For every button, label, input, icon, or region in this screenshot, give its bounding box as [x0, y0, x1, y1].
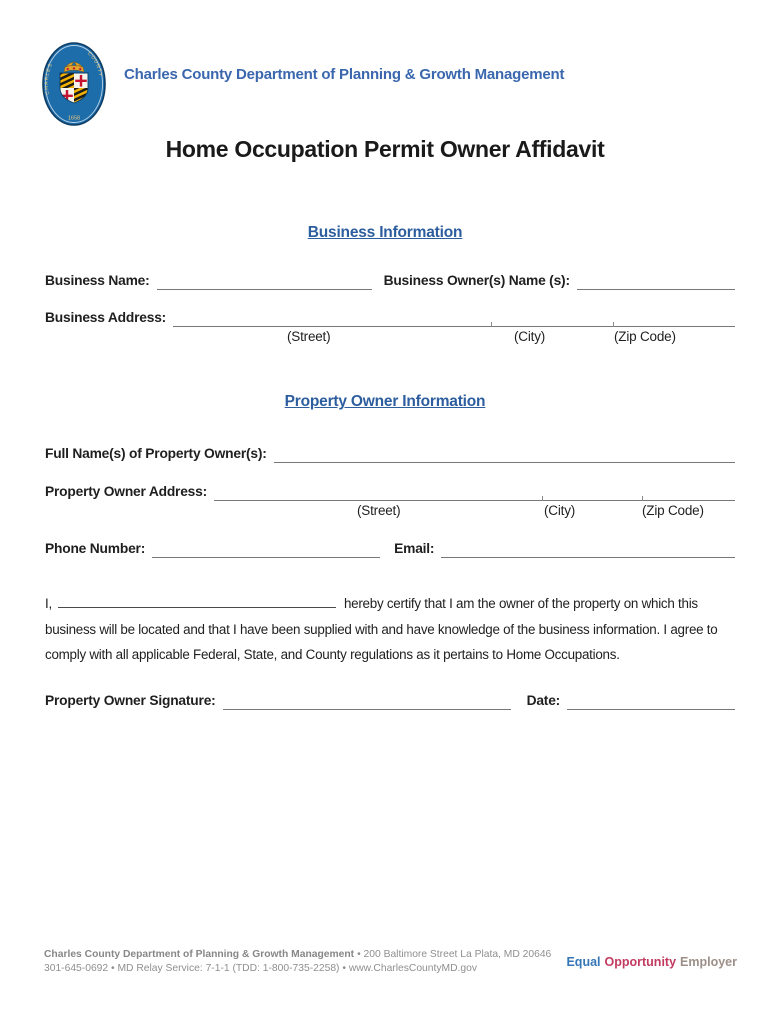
field-divider-tick — [542, 496, 543, 501]
page-title: Home Occupation Permit Owner Affidavit — [165, 136, 605, 162]
business-owner-field[interactable] — [577, 272, 735, 290]
property-owner-signature-field[interactable] — [223, 692, 511, 710]
property-owner-information-heading: Property Owner Information — [284, 393, 486, 410]
field-divider-tick — [613, 322, 614, 327]
field-divider-tick — [491, 322, 492, 327]
property-owner-address-label: Property Owner Address: — [45, 484, 208, 499]
email-field[interactable] — [441, 540, 735, 558]
property-street-label: (Street) — [357, 503, 401, 518]
business-city-label: (City) — [514, 329, 546, 344]
date-field[interactable] — [567, 692, 735, 710]
business-address-row — [45, 307, 735, 327]
department-header: Charles County Department of Planning & Growth Management — [124, 66, 565, 83]
property-owner-fullname-label: Full Name(s) of Property Owner(s): — [45, 446, 267, 461]
property-owner-fullname-field[interactable] — [274, 445, 735, 463]
business-address-field[interactable] — [173, 309, 735, 327]
property-address-sublabels — [0, 503, 770, 521]
business-owner-label: Business Owner(s) Name (s): — [383, 273, 570, 288]
property-owner-fullname-row — [45, 443, 735, 463]
county-seal-icon — [42, 42, 106, 126]
footer-department: Charles County Department of Planning & Growth Management — [44, 949, 355, 960]
footer-line-1 — [44, 948, 594, 962]
equal-opportunity-employer — [566, 955, 737, 969]
footer-address: • 200 Baltimore Street La Plata, MD 20646 — [357, 949, 552, 960]
charles-county-seal-logo — [42, 42, 106, 126]
date-label: Date: — [526, 693, 561, 708]
property-owner-address-row — [45, 481, 735, 501]
eoe-word-equal: Equal — [566, 955, 601, 969]
phone-number-label: Phone Number: — [45, 541, 146, 556]
seal-year: 1658 — [67, 115, 81, 122]
phone-email-row — [45, 538, 735, 558]
business-name-field[interactable] — [157, 272, 372, 290]
business-name-label: Business Name: — [45, 273, 150, 288]
signature-date-row — [45, 690, 735, 710]
eoe-word-employer: Employer — [680, 955, 737, 969]
property-zip-label: (Zip Code) — [642, 503, 704, 518]
eoe-word-opportunity: Opportunity — [604, 955, 677, 969]
property-city-label: (City) — [544, 503, 576, 518]
business-address-label: Business Address: — [45, 310, 167, 325]
business-address-sublabels — [0, 329, 770, 347]
field-divider-tick — [642, 496, 643, 501]
seal-text-left: CHARLES — [43, 62, 55, 95]
affidavit-paragraph — [45, 591, 743, 668]
affidavit-intro: I, — [45, 596, 52, 611]
phone-number-field[interactable] — [152, 540, 380, 558]
business-street-label: (Street) — [287, 329, 331, 344]
business-name-owner-row — [45, 270, 735, 290]
footer-line-2: 301-645-0692 • MD Relay Service: 7-1-1 (TDD: 1-800-735-2258) • www.CharlesCountyMD.gov — [44, 962, 477, 974]
business-information-heading: Business Information — [307, 224, 463, 241]
seal-text-right: COUNTY — [86, 50, 104, 78]
business-zip-label: (Zip Code) — [614, 329, 676, 344]
property-owner-signature-label: Property Owner Signature: — [45, 693, 216, 708]
footer — [44, 948, 594, 975]
affiant-name-field[interactable] — [58, 593, 336, 608]
affidavit-statement: hereby certify that I am the owner of the property on which this business will be located and that I have been supplied with and have knowledge of the business information. I agree to comply with all applicable Federal, State, and County regulations as it pertains to Home Occupations. — [45, 596, 718, 662]
email-label: Email: — [394, 541, 435, 556]
property-owner-address-field[interactable] — [214, 483, 735, 501]
